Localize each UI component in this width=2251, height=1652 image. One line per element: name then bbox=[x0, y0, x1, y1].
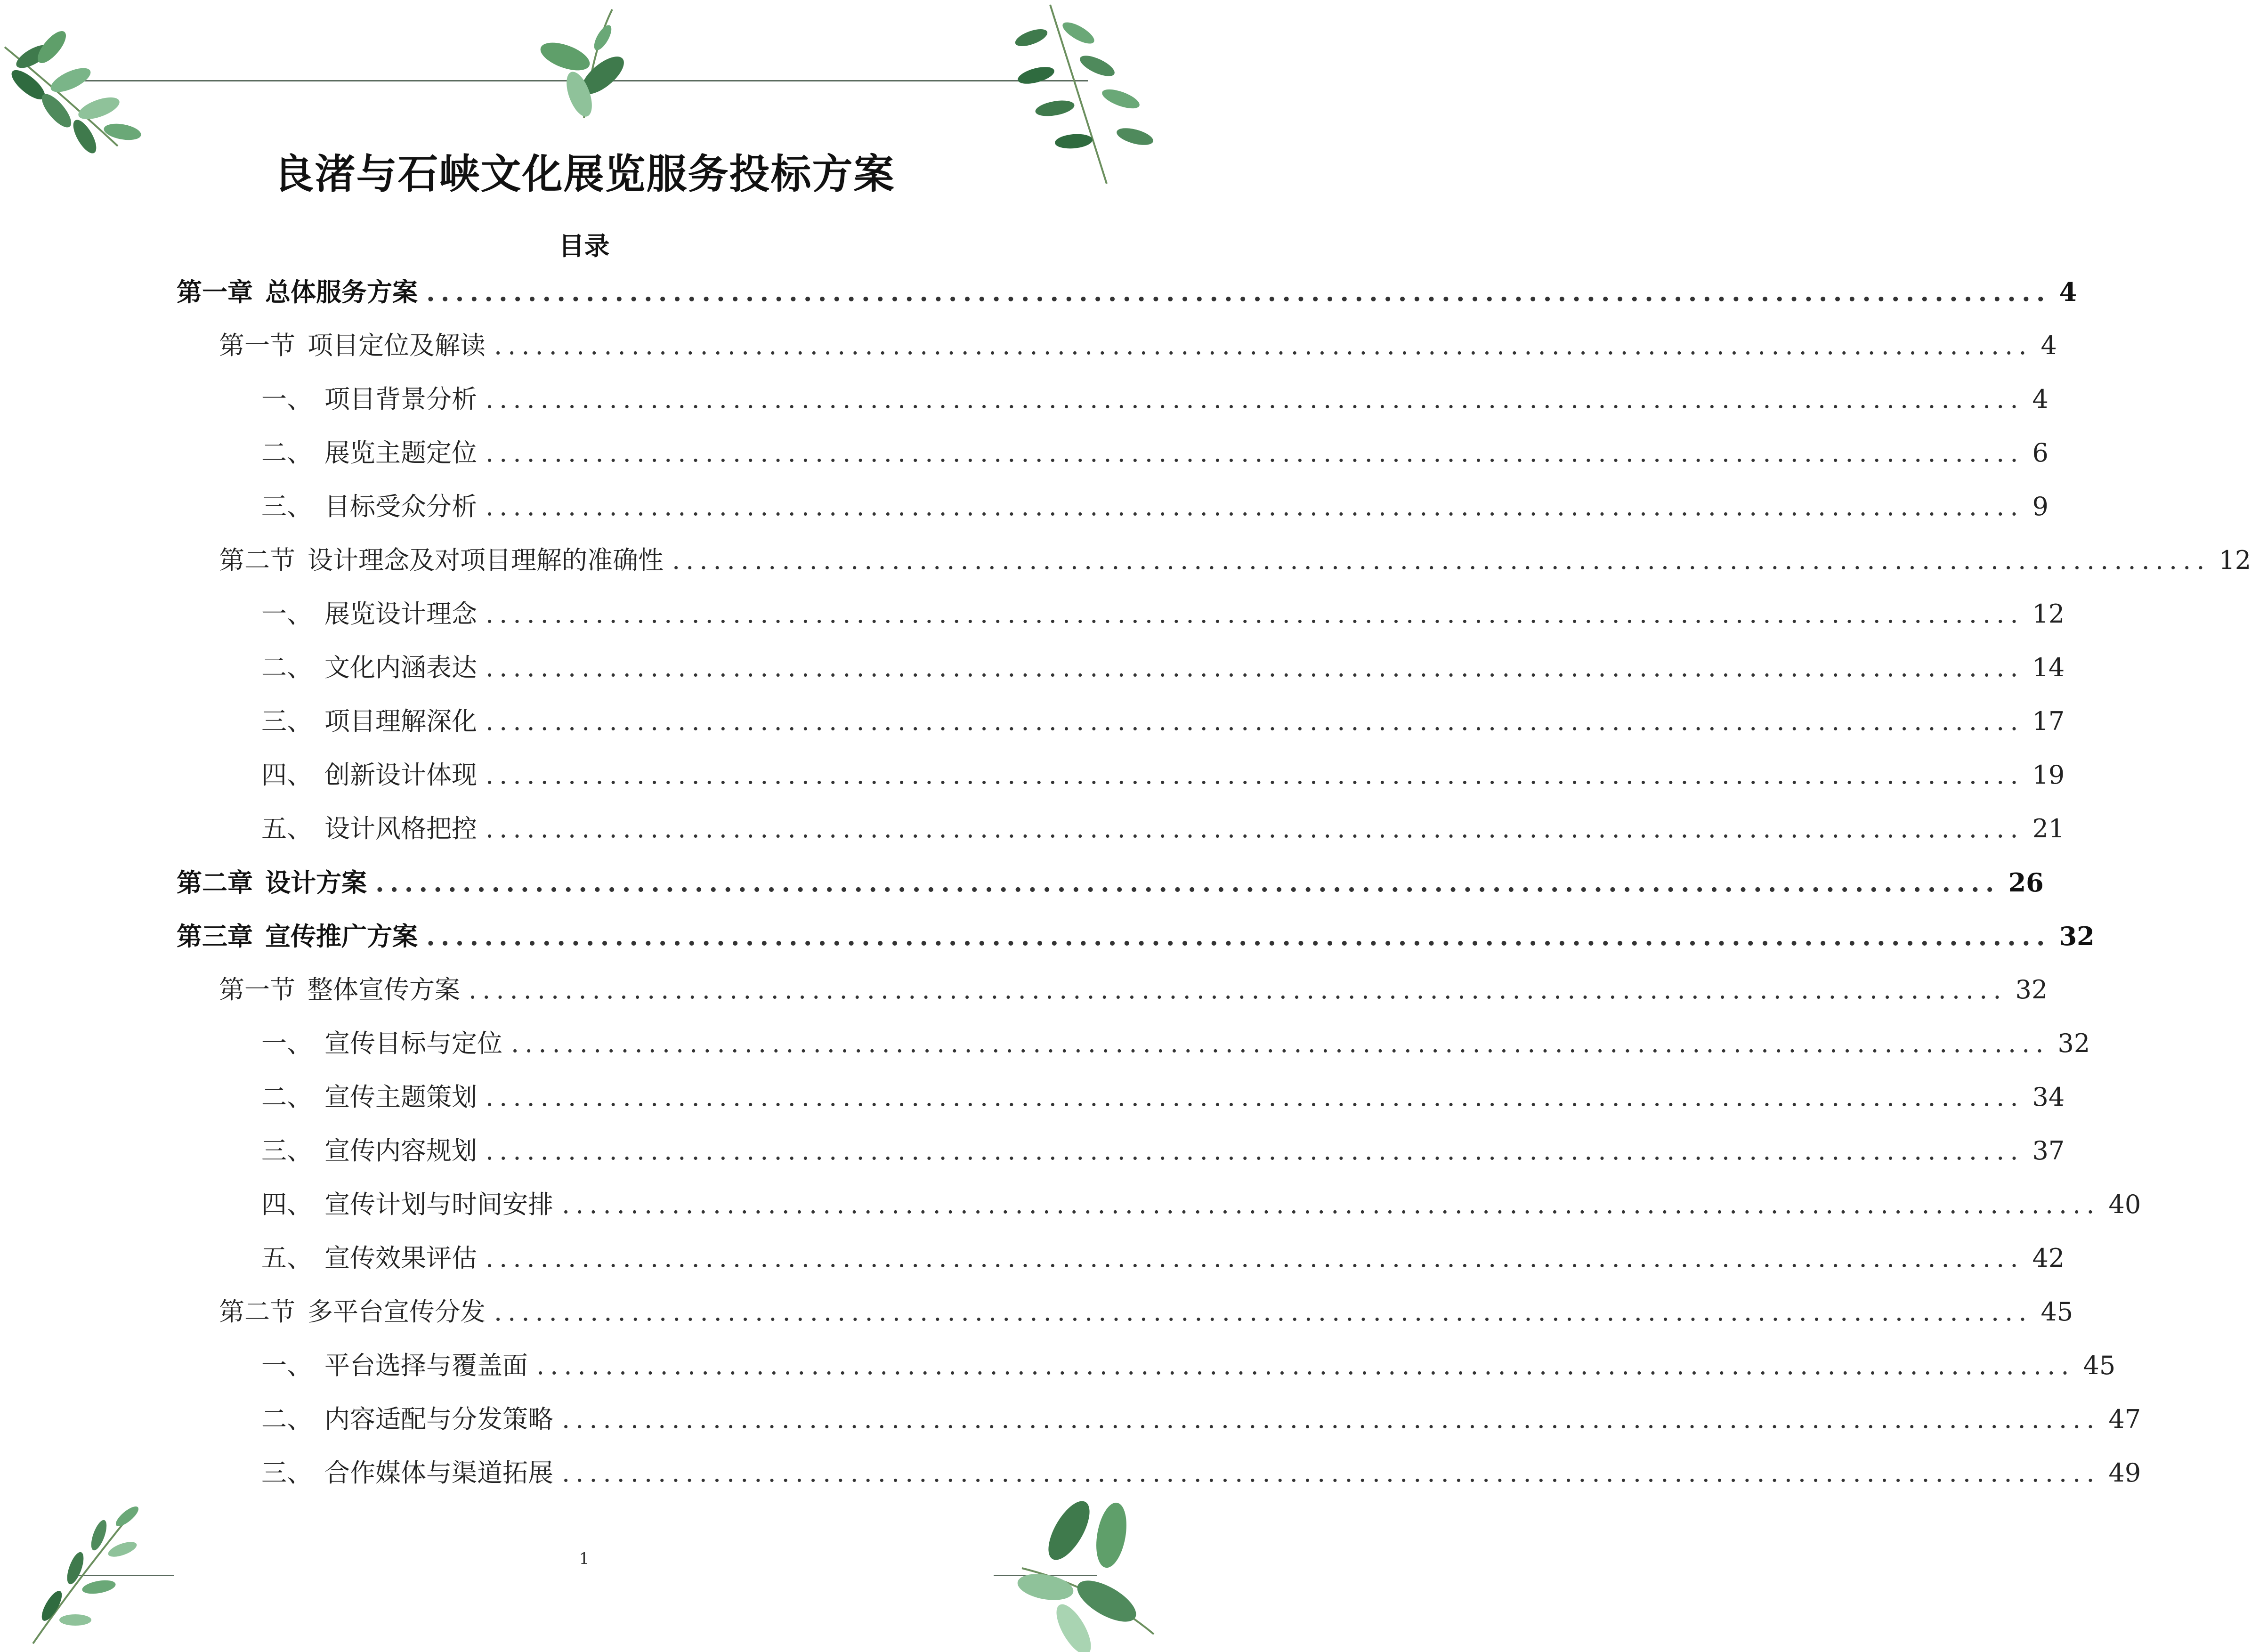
toc-leader-dots: ................................................................................................................ bbox=[469, 975, 2007, 1004]
toc-entry-number: 一、 bbox=[261, 384, 312, 414]
bottom-left-leaf-sprig-icon bbox=[19, 1498, 151, 1648]
top-center-leaf-sprig-icon bbox=[532, 5, 636, 122]
toc-entry-label: 展览设计理念 bbox=[324, 599, 477, 629]
toc-entry-page: 32 bbox=[2015, 975, 2048, 1004]
toc-entry-number: 一、 bbox=[261, 1028, 312, 1058]
toc-entry-label: 设计方案 bbox=[265, 867, 367, 898]
toc-entry-label: 平台选择与覆盖面 bbox=[324, 1351, 528, 1380]
toc-entry-page: 32 bbox=[2059, 921, 2095, 951]
toc-leader-dots: ................................................................................................................ bbox=[494, 331, 2032, 360]
toc-entry-page: 32 bbox=[2057, 1028, 2090, 1058]
toc-entry-number: 第二节 bbox=[219, 545, 295, 575]
toc-leader-dots: ................................................................................................................ bbox=[426, 921, 2051, 951]
toc-leader-dots: ................................................................................................................ bbox=[486, 384, 2024, 414]
toc-entry-number: 二、 bbox=[261, 438, 312, 468]
toc-entry-item[interactable] bbox=[261, 649, 2065, 687]
toc-entry-label: 项目理解深化 bbox=[324, 706, 477, 736]
toc-entry-label: 设计风格把控 bbox=[324, 814, 477, 843]
toc-leader-dots: ................................................................................................................ bbox=[375, 867, 2000, 898]
toc-entry-chapter-1[interactable] bbox=[177, 273, 2077, 311]
toc-entry-page: 9 bbox=[2032, 492, 2049, 521]
toc-entry-label: 目标受众分析 bbox=[324, 492, 477, 521]
toc-entry-number: 第一章 bbox=[177, 277, 253, 307]
toc-entry-page: 17 bbox=[2032, 706, 2065, 736]
toc-entry-item[interactable] bbox=[261, 810, 2065, 848]
toc-leader-dots: ................................................................................................................ bbox=[486, 599, 2024, 629]
toc-entry-label: 宣传效果评估 bbox=[324, 1243, 477, 1273]
toc-entry-page: 47 bbox=[2108, 1404, 2141, 1434]
toc-entry-number: 二、 bbox=[261, 1404, 312, 1434]
toc-leader-dots: ................................................................................................................ bbox=[486, 653, 2024, 682]
toc-entry-label: 宣传计划与时间安排 bbox=[324, 1190, 553, 1219]
toc-entry-page: 40 bbox=[2108, 1190, 2141, 1219]
toc-entry-item[interactable] bbox=[261, 1239, 2065, 1277]
toc-entry-label: 内容适配与分发策略 bbox=[324, 1404, 553, 1434]
toc-entry-number: 一、 bbox=[261, 599, 312, 629]
toc-entry-number: 第一节 bbox=[219, 975, 295, 1004]
toc-leader-dots: ................................................................................................................ bbox=[486, 1243, 2024, 1273]
toc-entry-number: 第二章 bbox=[177, 867, 253, 898]
toc-entry-section[interactable] bbox=[219, 327, 2057, 364]
toc-leader-dots: ................................................................................................................ bbox=[562, 1190, 2100, 1219]
toc-entry-number: 五、 bbox=[261, 814, 312, 843]
toc-entry-page: 4 bbox=[2040, 331, 2057, 360]
toc-entry-label: 宣传内容规划 bbox=[324, 1136, 477, 1166]
toc-entry-number: 第三章 bbox=[177, 921, 253, 951]
toc-entry-item[interactable] bbox=[261, 1186, 2141, 1223]
toc-entry-label: 多平台宣传分发 bbox=[308, 1297, 486, 1327]
toc-entry-label: 宣传目标与定位 bbox=[324, 1028, 502, 1058]
toc-entry-page: 4 bbox=[2032, 384, 2049, 414]
toc-entry-page: 14 bbox=[2032, 653, 2065, 682]
toc-entry-chapter-3[interactable] bbox=[177, 917, 2095, 955]
toc-entry-label: 文化内涵表达 bbox=[324, 653, 477, 682]
toc-entry-label: 宣传推广方案 bbox=[265, 921, 418, 951]
toc-entry-page: 12 bbox=[2219, 545, 2251, 575]
toc-entry-page: 49 bbox=[2108, 1458, 2141, 1488]
toc-leader-dots: ................................................................................................................ bbox=[536, 1351, 2075, 1380]
toc-entry-section[interactable] bbox=[219, 971, 2048, 1009]
toc-entry-label: 合作媒体与渠道拓展 bbox=[324, 1458, 553, 1488]
toc-entry-item[interactable] bbox=[261, 756, 2065, 794]
toc-entry-number: 三、 bbox=[261, 1458, 312, 1488]
toc-entry-page: 21 bbox=[2032, 814, 2065, 843]
toc-entry-item[interactable] bbox=[261, 1078, 2065, 1116]
toc-entry-number: 三、 bbox=[261, 706, 312, 736]
toc-entry-label: 展览主题定位 bbox=[324, 438, 477, 468]
toc-entry-page: 45 bbox=[2083, 1351, 2116, 1380]
toc-leader-dots: ................................................................................................................ bbox=[562, 1458, 2100, 1488]
toc-leader-dots: ................................................................................................................ bbox=[672, 545, 2211, 575]
toc-entry-number: 四、 bbox=[261, 1190, 312, 1219]
toc-entry-page: 4 bbox=[2059, 277, 2077, 307]
top-left-leaf-sprig-icon bbox=[0, 28, 151, 160]
toc-entry-number: 四、 bbox=[261, 760, 312, 790]
document-title: 良渚与石峡文化展览服务投标方案 bbox=[273, 150, 895, 198]
toc-leader-dots: ................................................................................................................ bbox=[511, 1028, 2049, 1058]
toc-entry-item[interactable] bbox=[261, 1025, 2090, 1062]
toc-entry-number: 第二节 bbox=[219, 1297, 295, 1327]
toc-entry-page: 34 bbox=[2032, 1082, 2065, 1112]
toc-entry-item[interactable] bbox=[261, 434, 2049, 472]
toc-entry-item[interactable] bbox=[261, 1454, 2141, 1492]
toc-entry-item[interactable] bbox=[261, 488, 2049, 526]
toc-entry-number: 三、 bbox=[261, 1136, 312, 1166]
toc-entry-page: 12 bbox=[2032, 599, 2065, 629]
toc-leader-dots: ................................................................................................................ bbox=[426, 277, 2051, 307]
toc-heading: 目录 bbox=[559, 231, 610, 261]
toc-entry-label: 项目背景分析 bbox=[324, 384, 477, 414]
toc-entry-page: 37 bbox=[2032, 1136, 2065, 1166]
toc-leader-dots: ................................................................................................................ bbox=[486, 760, 2024, 790]
toc-entry-label: 项目定位及解读 bbox=[308, 331, 486, 360]
toc-entry-item[interactable] bbox=[261, 381, 2049, 418]
toc-entry-chapter-2[interactable] bbox=[177, 864, 2044, 901]
toc-leader-dots: ................................................................................................................ bbox=[486, 438, 2024, 468]
toc-entry-item[interactable] bbox=[261, 1401, 2141, 1438]
toc-entry-item[interactable] bbox=[261, 595, 2065, 633]
toc-leader-dots: ................................................................................................................ bbox=[486, 706, 2024, 736]
toc-entry-item[interactable] bbox=[261, 1347, 2116, 1385]
toc-entry-section[interactable] bbox=[219, 542, 2251, 579]
toc-entry-page: 42 bbox=[2032, 1243, 2065, 1273]
toc-entry-number: 第一节 bbox=[219, 331, 295, 360]
toc-entry-label: 创新设计体现 bbox=[324, 760, 477, 790]
toc-entry-number: 三、 bbox=[261, 492, 312, 521]
toc-entry-section[interactable] bbox=[219, 1293, 2073, 1331]
toc-leader-dots: ................................................................................................................ bbox=[494, 1297, 2032, 1327]
toc-entry-number: 五、 bbox=[261, 1243, 312, 1273]
toc-entry-page: 6 bbox=[2032, 438, 2049, 468]
page-number: 1 bbox=[579, 1549, 590, 1568]
toc-entry-number: 二、 bbox=[261, 1082, 312, 1112]
toc-leader-dots: ................................................................................................................ bbox=[486, 1136, 2024, 1166]
toc-entry-number: 一、 bbox=[261, 1351, 312, 1380]
toc-entry-item[interactable] bbox=[261, 703, 2065, 740]
toc-leader-dots: ................................................................................................................ bbox=[486, 1082, 2024, 1112]
bottom-right-leaf-sprig-icon bbox=[1012, 1493, 1163, 1648]
toc-entry-page: 19 bbox=[2032, 760, 2065, 790]
toc-leader-dots: ................................................................................................................ bbox=[486, 492, 2024, 521]
toc-leader-dots: ................................................................................................................ bbox=[562, 1404, 2100, 1434]
toc-entry-page: 45 bbox=[2040, 1297, 2073, 1327]
toc-entry-page: 26 bbox=[2008, 867, 2044, 898]
toc-entry-item[interactable] bbox=[261, 1132, 2065, 1170]
toc-entry-label: 总体服务方案 bbox=[265, 277, 418, 307]
toc-entry-label: 整体宣传方案 bbox=[308, 975, 460, 1004]
toc-entry-number: 二、 bbox=[261, 653, 312, 682]
toc-entry-label: 设计理念及对项目理解的准确性 bbox=[308, 545, 664, 575]
toc-leader-dots: ................................................................................................................ bbox=[486, 814, 2024, 843]
toc-entry-label: 宣传主题策划 bbox=[324, 1082, 477, 1112]
